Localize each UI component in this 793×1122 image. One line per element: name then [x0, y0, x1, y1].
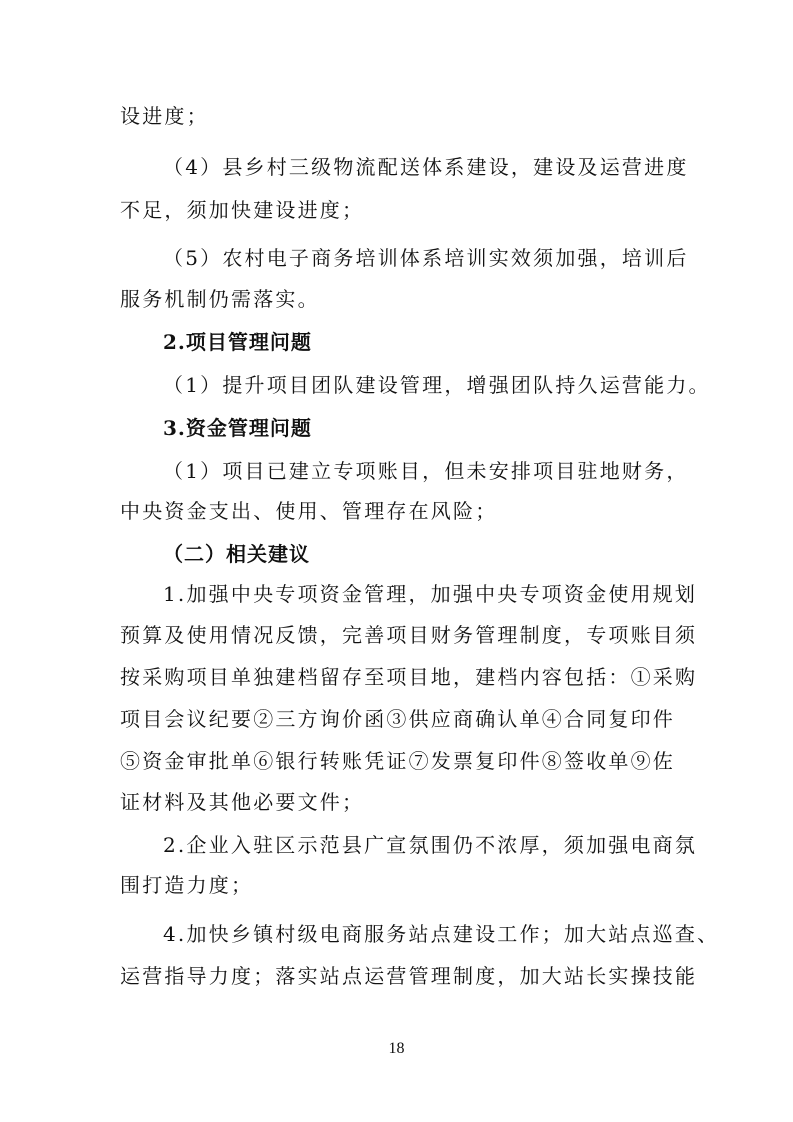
text-line: 预算及使用情况反馈，完善项目财务管理制度，专项账目须 [120, 623, 698, 647]
text-line: 设进度； [120, 104, 209, 128]
text-line: （5）农村电子商务培训体系培训实效须加强，培训后 [163, 246, 689, 270]
page-number: 18 [388, 1040, 405, 1057]
text-line: 运营指导力度；落实站点运营管理制度，加大站长实操技能 [120, 964, 698, 988]
text-line: 不足，须加快建设进度； [120, 198, 365, 222]
text-line: 围打造力度； [120, 873, 254, 897]
text-line: 服务机制仍需落实。 [120, 287, 320, 311]
text-line: 证材料及其他必要文件； [120, 790, 365, 814]
text-line: （4）县乡村三级物流配送体系建设，建设及运营进度 [163, 155, 689, 179]
section-heading: （二）相关建议 [163, 542, 310, 566]
text-line: （1）提升项目团队建设管理，增强团队持久运营能力。 [163, 373, 711, 397]
text-line: 4.加快乡镇村级电商服务站点建设工作；加大站点巡查、 [163, 922, 720, 946]
section-heading: 3.资金管理问题 [163, 416, 312, 440]
text-line: 1.加强中央专项资金管理，加强中央专项资金使用规划 [163, 582, 698, 606]
text-line: 中央资金支出、使用、管理存在风险； [120, 499, 498, 523]
text-line: 按采购项目单独建档留存至项目地，建档内容包括：①采购 [120, 665, 698, 689]
section-heading: 2.项目管理问题 [163, 330, 312, 354]
text-line: 2.企业入驻区示范县广宣氛围仍不浓厚，须加强电商氛 [163, 833, 698, 857]
text-line: （1）项目已建立专项账目，但未安排项目驻地财务， [163, 459, 689, 483]
text-line: ⑤资金审批单⑥银行转账凭证⑦发票复印件⑧签收单⑨佐 [120, 749, 675, 773]
text-line: 项目会议纪要②三方询价函③供应商确认单④合同复印件 [120, 707, 675, 731]
